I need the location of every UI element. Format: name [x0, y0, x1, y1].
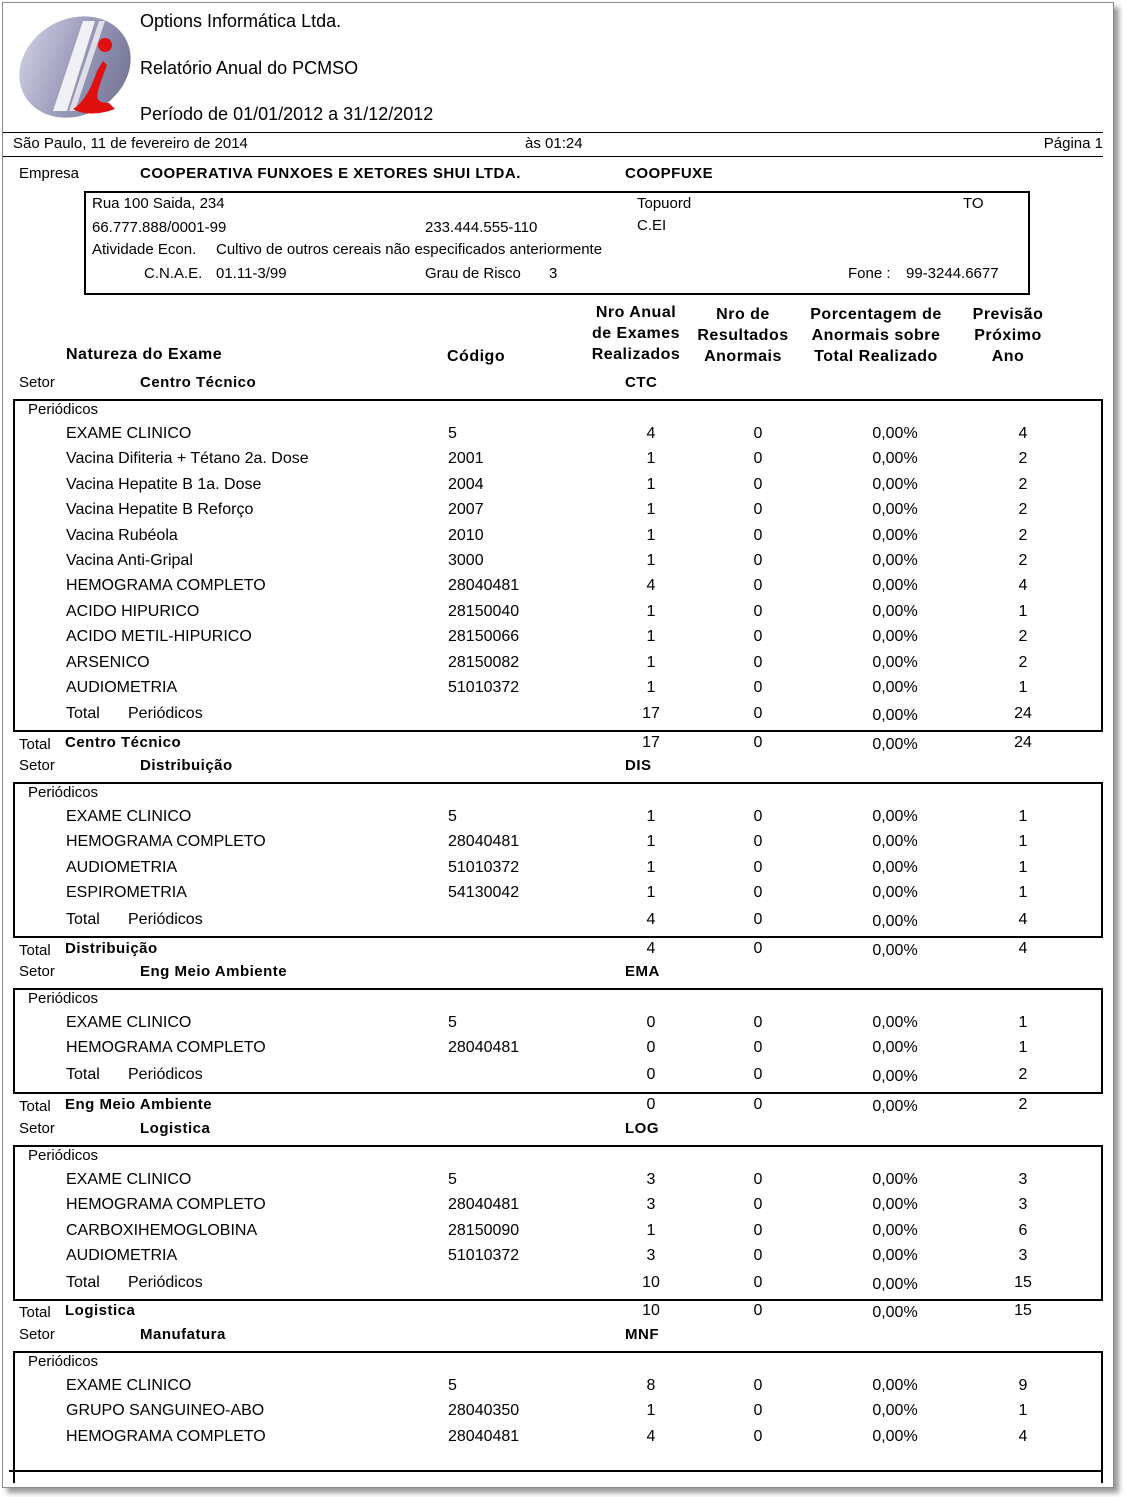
fone-label: Fone : — [848, 265, 891, 282]
report-period: Período de 01/01/2012 a 31/12/2012 — [140, 104, 434, 124]
row-forecast: 2 — [1018, 552, 1028, 569]
setor-code: MNF — [625, 1326, 659, 1343]
table-row — [3, 425, 1111, 450]
row-forecast: 2 — [1018, 526, 1028, 544]
group-total-name: Periódicos — [128, 705, 203, 722]
sector-total-value: 4 — [1018, 940, 1028, 957]
row-exam-code: 3000 — [448, 552, 484, 569]
row-exam-name: HEMOGRAMA COMPLETO — [66, 1196, 266, 1214]
row-abnormal-pct: 0,00% — [872, 552, 918, 569]
row-abnormal-count: 0 — [753, 808, 763, 825]
row-exam-count: 1 — [646, 501, 656, 519]
row-abnormal-count: 0 — [753, 1402, 763, 1420]
row-abnormal-pct: 0,00% — [872, 1402, 918, 1420]
row-exam-code: 28040481 — [448, 577, 520, 595]
row-exam-code: 2010 — [448, 526, 484, 544]
header-divider — [3, 132, 1103, 133]
print-time: às 01:24 — [525, 135, 583, 152]
row-abnormal-pct: 0,00% — [872, 526, 918, 544]
row-exam-code: 5 — [448, 1377, 457, 1394]
group-total-value: 4 — [1018, 911, 1028, 928]
header-divider-2 — [3, 156, 1103, 157]
group-total-row — [3, 1066, 1111, 1091]
group-total-label: Total — [66, 911, 100, 928]
company-logo — [13, 11, 138, 121]
setor-name: Eng Meio Ambiente — [140, 963, 288, 980]
row-exam-count: 1 — [646, 602, 656, 620]
sector-total-value: 10 — [642, 1302, 660, 1319]
row-abnormal-pct: 0,00% — [872, 884, 918, 902]
row-forecast: 2 — [1018, 653, 1028, 671]
atividade-label: Atividade Econ. — [92, 241, 197, 258]
row-exam-count: 3 — [646, 1196, 656, 1214]
group-total-value: 2 — [1018, 1066, 1028, 1083]
setor-label: Setor — [19, 757, 55, 774]
table-row — [3, 808, 1111, 833]
row-forecast: 4 — [1018, 1427, 1028, 1445]
row-abnormal-pct: 0,00% — [872, 1247, 918, 1265]
row-abnormal-count: 0 — [753, 884, 763, 902]
row-exam-count: 1 — [646, 884, 656, 902]
sector-total-label: Total — [19, 736, 51, 753]
row-exam-count: 3 — [646, 1247, 656, 1265]
row-abnormal-pct: 0,00% — [872, 808, 918, 825]
table-row — [3, 1222, 1111, 1247]
row-forecast: 1 — [1018, 1014, 1028, 1031]
sector-total-row — [3, 734, 1111, 759]
row-exam-name: HEMOGRAMA COMPLETO — [66, 833, 266, 851]
row-abnormal-pct: 0,00% — [872, 450, 918, 468]
row-abnormal-count: 0 — [753, 577, 763, 595]
row-exam-name: ARSENICO — [66, 653, 150, 671]
setor-name: Centro Técnico — [140, 374, 257, 391]
table-row — [3, 476, 1111, 501]
row-exam-count: 1 — [646, 450, 656, 468]
group-total-value: 0 — [753, 911, 763, 928]
row-forecast: 1 — [1018, 858, 1028, 876]
row-exam-count: 1 — [646, 653, 656, 671]
sector-total-value: 0 — [753, 1096, 763, 1113]
sector-total-value: 0,00% — [872, 1304, 918, 1321]
report-page — [2, 2, 1114, 1488]
setor-name: Manufatura — [140, 1326, 226, 1343]
row-forecast: 9 — [1018, 1377, 1028, 1394]
row-exam-count: 0 — [646, 1039, 656, 1057]
table-row — [3, 1196, 1111, 1221]
row-exam-count: 1 — [646, 858, 656, 876]
row-abnormal-count: 0 — [753, 450, 763, 468]
table-row — [3, 628, 1111, 653]
col-nro-resultados — [688, 304, 798, 367]
row-forecast: 4 — [1018, 425, 1028, 442]
group-total-value: 0 — [753, 705, 763, 722]
row-abnormal-count: 0 — [753, 858, 763, 876]
company-name: Options Informática Ltda. — [140, 11, 342, 31]
sector-total-name: Centro Técnico — [65, 734, 182, 751]
col-nro-res-line1: Nro de — [716, 306, 770, 323]
row-abnormal-count: 0 — [753, 1247, 763, 1265]
setor-code: EMA — [625, 963, 660, 980]
cnae-label: C.N.A.E. — [144, 265, 203, 282]
row-exam-code: 54130042 — [448, 884, 520, 902]
setor-label: Setor — [19, 374, 55, 391]
row-abnormal-count: 0 — [753, 1377, 763, 1394]
sector-total-value: 0,00% — [872, 736, 918, 753]
risco-label: Grau de Risco — [425, 265, 521, 282]
table-row — [3, 501, 1111, 526]
group-label-periodicos: Periódicos — [28, 990, 99, 1007]
row-exam-count: 1 — [646, 808, 656, 825]
row-forecast: 6 — [1018, 1221, 1028, 1239]
row-abnormal-pct: 0,00% — [872, 1196, 918, 1214]
table-row — [3, 884, 1111, 909]
row-exam-code: 5 — [448, 1014, 457, 1031]
row-exam-name: ACIDO HIPURICO — [66, 602, 200, 620]
group-total-value: 0,00% — [872, 1276, 918, 1293]
row-forecast: 3 — [1018, 1196, 1028, 1214]
row-exam-name: Vacina Hepatite B 1a. Dose — [66, 475, 262, 493]
row-exam-name: AUDIOMETRIA — [66, 679, 178, 696]
group-total-name: Periódicos — [128, 1274, 203, 1291]
table-row — [3, 1428, 1111, 1453]
row-abnormal-count: 0 — [753, 833, 763, 851]
row-exam-name: EXAME CLINICO — [66, 808, 192, 825]
row-abnormal-pct: 0,00% — [872, 1377, 918, 1394]
row-forecast: 1 — [1018, 833, 1028, 851]
col-porc-line3: Total Realizado — [814, 348, 938, 365]
col-nro-anual — [581, 302, 691, 365]
row-abnormal-pct: 0,00% — [872, 602, 918, 620]
row-forecast: 1 — [1018, 1402, 1028, 1420]
group-total-row — [3, 1274, 1111, 1299]
sector-total-row — [3, 940, 1111, 965]
group-total-value: 0 — [646, 1066, 656, 1083]
row-forecast: 3 — [1018, 1171, 1028, 1188]
row-exam-code: 2004 — [448, 475, 484, 493]
table-row — [3, 1171, 1111, 1196]
sector-total-value: 17 — [642, 734, 660, 751]
sector-total-label: Total — [19, 1304, 51, 1321]
col-prev-line2: Próximo — [974, 327, 1042, 344]
row-abnormal-pct: 0,00% — [872, 1427, 918, 1445]
row-abnormal-pct: 0,00% — [872, 501, 918, 519]
row-abnormal-count: 0 — [753, 679, 763, 696]
row-forecast: 3 — [1018, 1247, 1028, 1265]
col-porcentagem — [796, 304, 956, 367]
page-number: Página 1 — [1043, 135, 1103, 152]
col-prev-line1: Previsão — [972, 306, 1044, 323]
group-label-periodicos: Periódicos — [28, 1353, 99, 1370]
row-exam-code: 28040481 — [448, 1196, 520, 1214]
setor-code: LOG — [625, 1120, 659, 1137]
setor-code: DIS — [625, 757, 652, 774]
row-exam-code: 28150082 — [448, 653, 520, 671]
footer-divider — [9, 1470, 1103, 1472]
empresa-cnpj: 66.777.888/0001-99 — [92, 219, 227, 236]
row-forecast: 2 — [1018, 628, 1028, 646]
group-total-value: 0 — [753, 1274, 763, 1291]
col-natureza: Natureza do Exame — [66, 346, 223, 363]
row-abnormal-pct: 0,00% — [872, 679, 918, 696]
row-abnormal-count: 0 — [753, 1014, 763, 1031]
row-exam-count: 4 — [646, 1427, 656, 1445]
sector-total-value: 0,00% — [872, 942, 918, 959]
row-exam-count: 3 — [646, 1171, 656, 1188]
row-exam-code: 28040481 — [448, 1039, 520, 1057]
row-exam-count: 4 — [646, 577, 656, 595]
row-forecast: 1 — [1018, 602, 1028, 620]
table-row — [3, 450, 1111, 475]
group-label-periodicos: Periódicos — [28, 401, 99, 418]
report-title: Relatório Anual do PCMSO — [140, 58, 359, 78]
group-total-name: Periódicos — [128, 911, 203, 928]
sector-total-row — [3, 1302, 1111, 1327]
table-row — [3, 1377, 1111, 1402]
group-total-value: 0,00% — [872, 913, 918, 930]
group-total-value: 0,00% — [872, 1068, 918, 1085]
table-row — [3, 577, 1111, 602]
col-prev-line3: Ano — [991, 348, 1025, 365]
row-abnormal-count: 0 — [753, 1221, 763, 1239]
group-total-value: 0,00% — [872, 707, 918, 724]
group-total-row — [3, 911, 1111, 936]
row-exam-code: 5 — [448, 1171, 457, 1188]
place-date: São Paulo, 11 de fevereiro de 2014 — [13, 135, 248, 152]
row-exam-count: 1 — [646, 475, 656, 493]
setor-code: CTC — [625, 374, 658, 391]
row-exam-count: 0 — [646, 1014, 656, 1031]
sector-total-label: Total — [19, 1098, 51, 1115]
row-exam-name: Vacina Hepatite B Reforço — [66, 501, 254, 519]
row-exam-name: HEMOGRAMA COMPLETO — [66, 1039, 266, 1057]
empresa-ie: 233.444.555-110 — [425, 219, 538, 236]
row-exam-code: 28040481 — [448, 833, 520, 851]
col-porc-line2: Anormais sobre — [811, 327, 941, 344]
sector-total-value: 4 — [646, 940, 656, 957]
row-forecast: 2 — [1018, 501, 1028, 519]
row-abnormal-pct: 0,00% — [872, 475, 918, 493]
row-exam-count: 1 — [646, 628, 656, 646]
row-abnormal-count: 0 — [753, 526, 763, 544]
row-exam-count: 1 — [646, 552, 656, 569]
row-abnormal-pct: 0,00% — [872, 628, 918, 646]
row-exam-count: 1 — [646, 526, 656, 544]
col-nro-anual-line3: Realizados — [591, 346, 681, 363]
col-porc-line1: Porcentagem de — [810, 306, 942, 323]
group-total-label: Total — [66, 1274, 100, 1291]
row-abnormal-count: 0 — [753, 1196, 763, 1214]
row-abnormal-pct: 0,00% — [872, 425, 918, 442]
empresa-short: COOPFUXE — [625, 165, 714, 182]
row-exam-count: 1 — [646, 1402, 656, 1420]
row-abnormal-count: 0 — [753, 1427, 763, 1445]
col-nro-anual-line2: de Exames — [591, 325, 681, 342]
row-exam-code: 51010372 — [448, 1247, 520, 1265]
table-row — [3, 859, 1111, 884]
row-exam-name: ESPIROMETRIA — [66, 884, 187, 902]
sector-total-value: 0 — [753, 734, 763, 751]
row-forecast: 4 — [1018, 577, 1028, 595]
sector-total-value: 15 — [1014, 1302, 1032, 1319]
row-abnormal-count: 0 — [753, 425, 763, 442]
table-row — [3, 527, 1111, 552]
table-row — [3, 1247, 1111, 1272]
sector-total-name: Eng Meio Ambiente — [65, 1096, 213, 1113]
row-exam-name: Vacina Rubéola — [66, 526, 178, 544]
group-total-name: Periódicos — [128, 1066, 203, 1083]
table-row — [3, 833, 1111, 858]
table-row — [3, 679, 1111, 704]
sector-total-name: Logistica — [65, 1302, 136, 1319]
empresa-state: TO — [963, 195, 984, 212]
row-exam-name: EXAME CLINICO — [66, 1171, 192, 1188]
row-exam-name: EXAME CLINICO — [66, 1377, 192, 1394]
row-exam-name: HEMOGRAMA COMPLETO — [66, 1427, 266, 1445]
row-abnormal-count: 0 — [753, 1171, 763, 1188]
row-abnormal-count: 0 — [753, 1039, 763, 1057]
sector-total-row — [3, 1096, 1111, 1121]
table-row — [3, 552, 1111, 577]
row-abnormal-count: 0 — [753, 602, 763, 620]
row-exam-count: 1 — [646, 833, 656, 851]
row-exam-code: 5 — [448, 808, 457, 825]
row-abnormal-pct: 0,00% — [872, 833, 918, 851]
row-exam-code: 28040350 — [448, 1402, 520, 1420]
row-exam-name: EXAME CLINICO — [66, 425, 192, 442]
group-total-label: Total — [66, 705, 100, 722]
col-previsao — [958, 304, 1058, 367]
row-exam-name: AUDIOMETRIA — [66, 858, 178, 876]
row-abnormal-count: 0 — [753, 653, 763, 671]
col-codigo: Código — [447, 348, 506, 365]
row-exam-code: 28150040 — [448, 602, 520, 620]
row-exam-count: 1 — [646, 679, 656, 696]
row-exam-name: HEMOGRAMA COMPLETO — [66, 577, 266, 595]
empresa-city: Topuord — [637, 195, 692, 212]
sector-total-value: 0 — [753, 940, 763, 957]
row-forecast: 1 — [1018, 679, 1028, 696]
table-row — [3, 1014, 1111, 1039]
setor-label: Setor — [19, 1120, 55, 1137]
row-exam-name: EXAME CLINICO — [66, 1014, 192, 1031]
row-abnormal-pct: 0,00% — [872, 1014, 918, 1031]
row-abnormal-count: 0 — [753, 628, 763, 646]
row-exam-count: 4 — [646, 425, 656, 442]
sector-total-value: 0 — [753, 1302, 763, 1319]
row-forecast: 2 — [1018, 450, 1028, 468]
sector-total-value: 0,00% — [872, 1098, 918, 1115]
row-exam-code: 28040481 — [448, 1427, 520, 1445]
setor-label: Setor — [19, 963, 55, 980]
group-total-value: 17 — [642, 705, 660, 722]
cei-label: C.EI — [637, 217, 667, 234]
group-total-value: 24 — [1014, 705, 1032, 722]
row-abnormal-count: 0 — [753, 501, 763, 519]
row-abnormal-pct: 0,00% — [872, 858, 918, 876]
group-label-periodicos: Periódicos — [28, 784, 99, 801]
row-abnormal-pct: 0,00% — [872, 1171, 918, 1188]
sector-total-value: 24 — [1014, 734, 1032, 751]
group-total-row — [3, 705, 1111, 730]
sector-total-value: 0 — [646, 1096, 656, 1113]
empresa-address: Rua 100 Saida, 234 — [92, 195, 225, 212]
group-total-value: 0 — [753, 1066, 763, 1083]
row-abnormal-pct: 0,00% — [872, 653, 918, 671]
row-exam-code: 28150090 — [448, 1221, 520, 1239]
table-row — [3, 1402, 1111, 1427]
row-forecast: 2 — [1018, 475, 1028, 493]
row-exam-name: AUDIOMETRIA — [66, 1247, 178, 1265]
cnae-value: 01.11-3/99 — [216, 265, 287, 282]
sector-total-label: Total — [19, 942, 51, 959]
fone-value: 99-3244.6677 — [906, 265, 999, 282]
row-exam-name: GRUPO SANGUINEO-ABO — [66, 1402, 265, 1420]
row-exam-count: 8 — [646, 1377, 656, 1394]
group-total-value: 10 — [642, 1274, 660, 1291]
row-forecast: 1 — [1018, 1039, 1028, 1057]
row-exam-code: 2007 — [448, 501, 484, 519]
row-exam-name: ACIDO METIL-HIPURICO — [66, 628, 252, 646]
row-abnormal-pct: 0,00% — [872, 1221, 918, 1239]
setor-name: Logistica — [140, 1120, 211, 1137]
row-exam-name: Vacina Difiteria + Tétano 2a. Dose — [66, 450, 309, 468]
row-exam-code: 51010372 — [448, 679, 520, 696]
row-exam-name: CARBOXIHEMOGLOBINA — [66, 1221, 258, 1239]
table-row — [3, 603, 1111, 628]
row-abnormal-pct: 0,00% — [872, 1039, 918, 1057]
col-nro-anual-line1: Nro Anual — [595, 304, 677, 321]
row-abnormal-count: 0 — [753, 475, 763, 493]
row-forecast: 1 — [1018, 808, 1028, 825]
row-exam-code: 2001 — [448, 450, 484, 468]
empresa-name: COOPERATIVA FUNXOES E XETORES SHUI LTDA. — [140, 165, 521, 182]
group-label-periodicos: Periódicos — [28, 1147, 99, 1164]
group-total-value: 4 — [646, 911, 656, 928]
row-exam-code: 5 — [448, 425, 457, 442]
group-total-label: Total — [66, 1066, 100, 1083]
empresa-label: Empresa — [19, 165, 80, 182]
risco-value: 3 — [549, 265, 558, 282]
row-exam-count: 1 — [646, 1221, 656, 1239]
row-exam-code: 51010372 — [448, 858, 520, 876]
atividade-value: Cultivo de outros cereais não especificados anteriormente — [216, 241, 603, 258]
row-abnormal-pct: 0,00% — [872, 577, 918, 595]
col-nro-res-line3: Anormais — [704, 348, 782, 365]
row-exam-name: Vacina Anti-Gripal — [66, 552, 193, 569]
setor-label: Setor — [19, 1326, 55, 1343]
col-nro-res-line2: Resultados — [697, 327, 789, 344]
table-row — [3, 654, 1111, 679]
row-exam-code: 28150066 — [448, 628, 520, 646]
table-row — [3, 1039, 1111, 1064]
sector-total-value: 2 — [1018, 1096, 1028, 1113]
sector-total-name: Distribuição — [65, 940, 158, 957]
group-total-value: 15 — [1014, 1274, 1032, 1291]
setor-name: Distribuição — [140, 757, 233, 774]
row-forecast: 1 — [1018, 884, 1028, 902]
row-abnormal-count: 0 — [753, 552, 763, 569]
